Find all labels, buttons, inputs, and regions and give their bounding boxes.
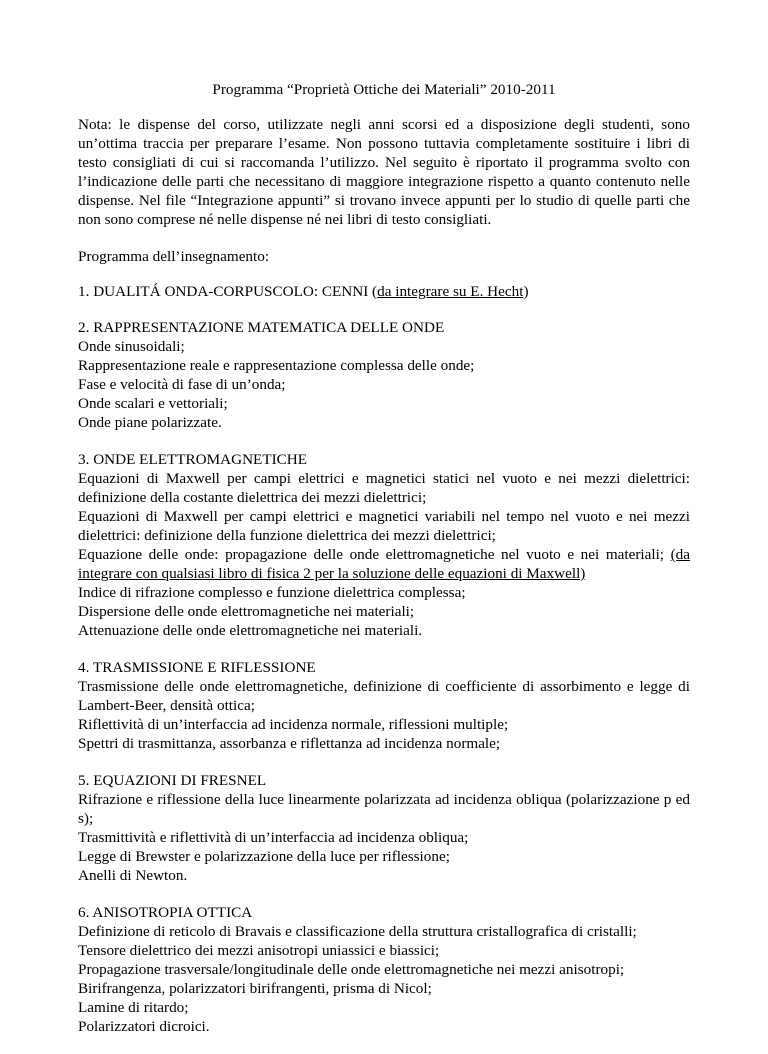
program-intro: Programma dell’insegnamento: (78, 248, 270, 265)
section-2-item: Onde piane polarizzate. (78, 414, 222, 431)
section-5 (78, 771, 690, 885)
section-2-item: Onde sinusoidali; (78, 338, 185, 355)
section-3-wave-equation-item (78, 545, 690, 583)
section-2-heading: 2. RAPPRESENTAZIONE MATEMATICA DELLE ONDE (78, 319, 445, 336)
section-5-item: Legge di Brewster e polarizzazione della luce per riflessione; (78, 848, 450, 865)
section-6-item: Polarizzatori dicroici. (78, 1018, 210, 1035)
section-1-paren-open: ( (372, 283, 378, 300)
section-3-item: Dispersione delle onde elettromagnetiche nei materiali; (78, 603, 415, 620)
section-4-item: Spettri di trasmittanza, assorbanza e riflettanza ad incidenza normale; (78, 735, 501, 752)
section-6-item: Propagazione trasversale/longitudinale delle onde elettromagnetiche nei mezzi anisotropi; (78, 961, 625, 978)
section-6-item: Lamine di ritardo; (78, 999, 189, 1016)
section-6 (78, 903, 690, 1036)
section-1 (78, 282, 690, 301)
section-1-paren-close: ) (523, 283, 529, 300)
section-1-integration-note: da integrare su E. Hecht (377, 283, 524, 300)
section-5-item: Trasmittività e riflettività di un’interfaccia ad incidenza obliqua; (78, 829, 469, 846)
section-5-heading: 5. EQUAZIONI DI FRESNEL (78, 772, 267, 789)
section-3-integration-note: (da integrare con qualsiasi libro di fisica 2 per la soluzione delle equazioni di Maxwell) (78, 546, 690, 582)
section-3-item: Attenuazione delle onde elettromagnetiche nei materiali. (78, 622, 423, 639)
note-paragraph: Nota: le dispense del corso, utilizzate negli anni scorsi ed a disposizione degli studenti, sono un’ottima traccia per preparare l’esame. Non possono tuttavia completamente sostituire i libri di testo consigliati di cui si raccomanda l’utilizzo. Nel seguito è riportato il programma svolto con l’indicazione delle parti che necessitano di maggiore integrazione rispetto a quanto contenuto nelle dispense. Nel file “Integrazione appunti” si trovano invece appunti per lo studio di quelle parti che non sono comprese né nelle dispense né nei libri di testo consigliati. (78, 116, 690, 228)
document-title: Programma “Proprietà Ottiche dei Materiali” 2010-2011 (212, 81, 556, 98)
section-4 (78, 658, 690, 753)
section-1-heading-text: 1. DUALITÁ ONDA-CORPUSCOLO: CENNI (78, 283, 373, 300)
section-3-item: Equazioni di Maxwell per campi elettrici e magnetici statici nel vuoto e nei mezzi dielettrici: definizione della costante dielettrica dei mezzi dielettrici; (78, 470, 690, 506)
section-6-item: Tensore dielettrico dei mezzi anisotropi uniassici e biassici; (78, 942, 440, 959)
section-6-item: Definizione di reticolo di Bravais e classificazione della struttura cristallografica di cristalli; (78, 923, 637, 940)
section-1-heading (78, 282, 690, 301)
document-page (78, 80, 690, 1054)
section-5-item: Rifrazione e riflessione della luce linearmente polarizzata ad incidenza obliqua (polarizzazione p ed s); (78, 791, 690, 827)
section-2-item: Fase e velocità di fase di un’onda; (78, 376, 286, 393)
section-4-heading: 4. TRASMISSIONE E RIFLESSIONE (78, 659, 316, 676)
section-6-heading: 6. ANISOTROPIA OTTICA (78, 904, 253, 921)
section-2-item: Onde scalari e vettoriali; (78, 395, 228, 412)
section-4-item: Trasmissione delle onde elettromagnetiche, definizione di coefficiente di assorbimento e legge di Lambert-Beer, densità ottica; (78, 678, 690, 714)
section-2 (78, 318, 690, 432)
section-6-item: Birifrangenza, polarizzatori birifrangenti, prisma di Nicol; (78, 980, 432, 997)
section-3-item: Equazioni di Maxwell per campi elettrici e magnetici variabili nel tempo nel vuoto e nei mezzi dielettrici: definizione della funzione dielettrica dei mezzi dielettrici; (78, 508, 690, 544)
section-3-wave-equation-text: Equazione delle onde: propagazione delle onde elettromagnetiche nel vuoto e nei materiali; (78, 546, 671, 563)
section-3 (78, 450, 690, 640)
section-2-item: Rappresentazione reale e rappresentazione complessa delle onde; (78, 357, 475, 374)
section-4-item: Riflettività di un’interfaccia ad incidenza normale, riflessioni multiple; (78, 716, 509, 733)
section-5-item: Anelli di Newton. (78, 867, 188, 884)
section-3-item: Indice di rifrazione complesso e funzione dielettrica complessa; (78, 584, 466, 601)
section-3-heading: 3. ONDE ELETTROMAGNETICHE (78, 451, 308, 468)
